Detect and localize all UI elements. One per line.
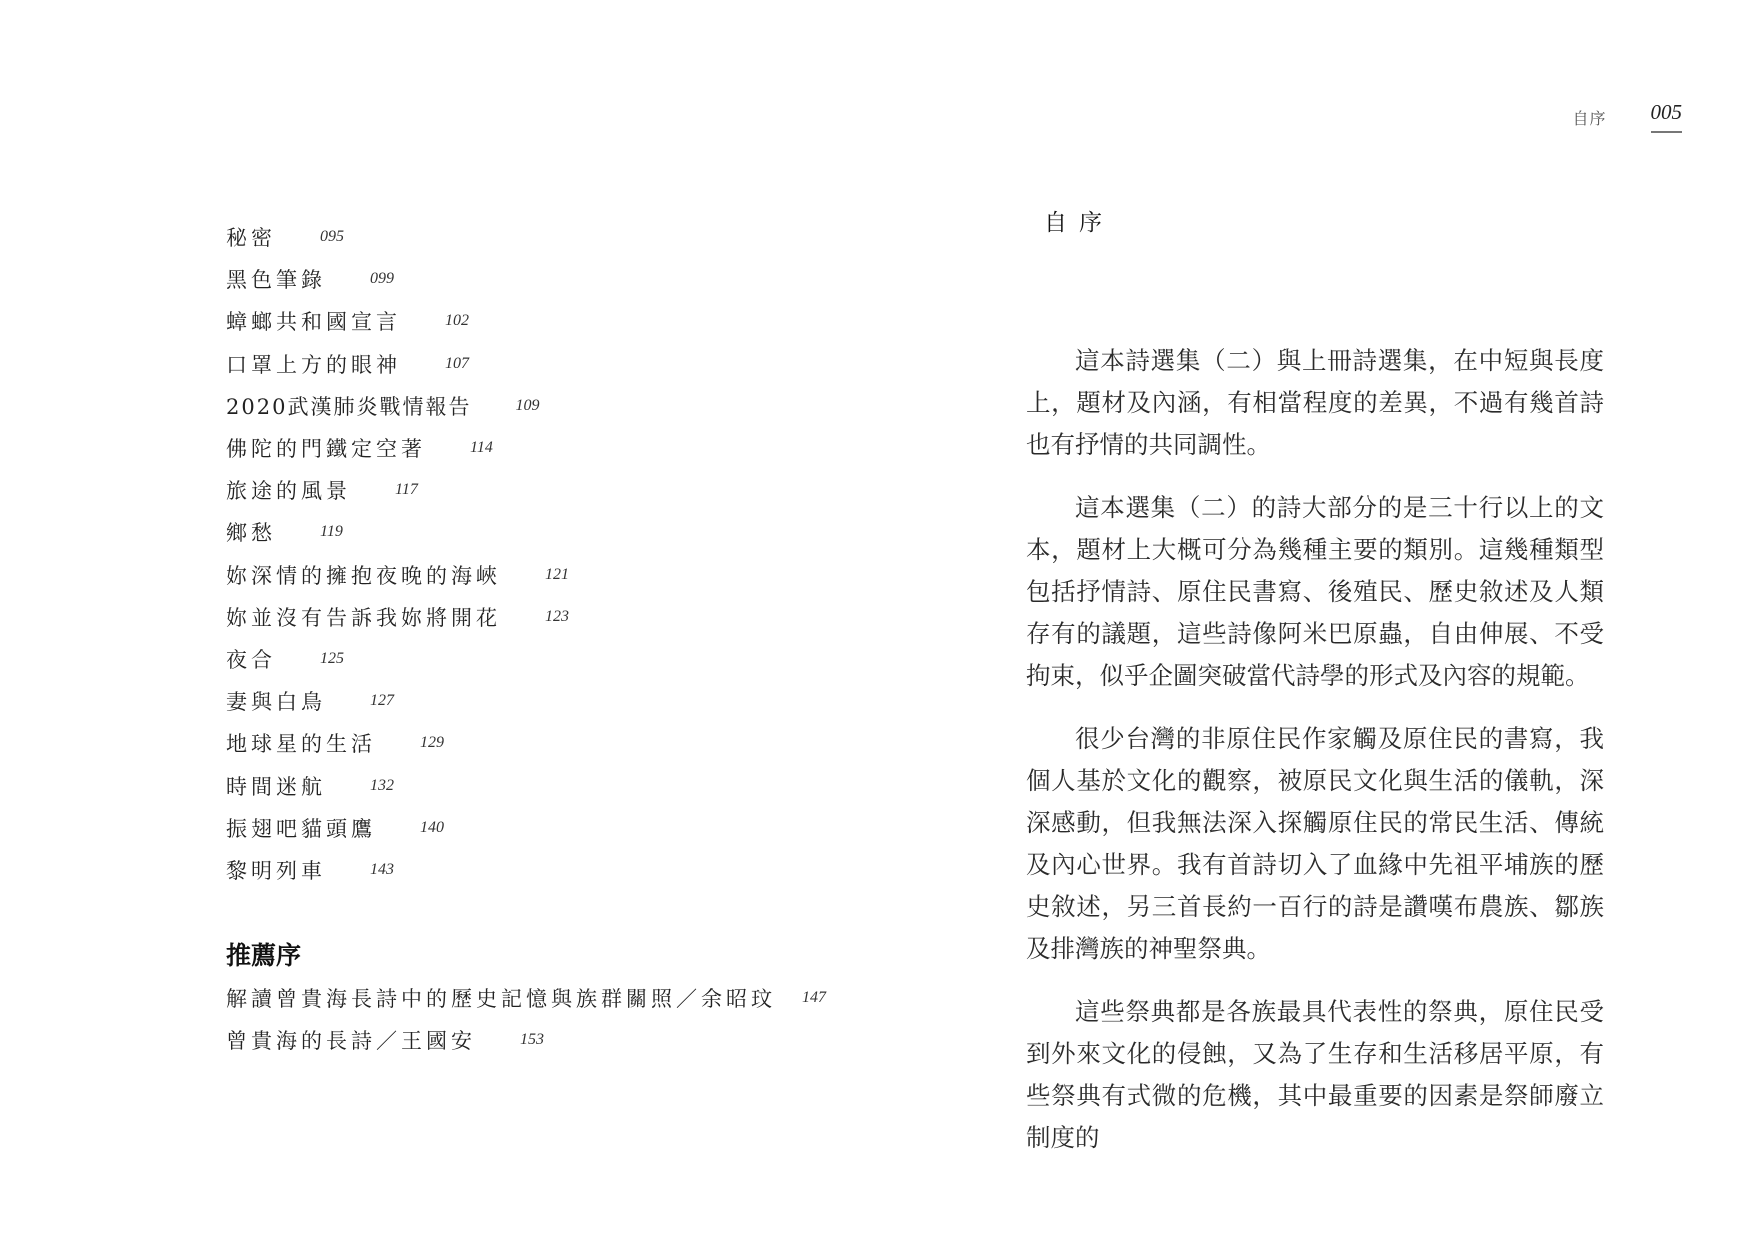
toc-item-title: 妻與白鳥 xyxy=(226,690,326,715)
toc-item-page-number: 143 xyxy=(370,860,394,878)
toc-item xyxy=(226,764,569,806)
toc-item-page-number: 117 xyxy=(395,481,418,499)
toc-item-title: 振翅吧貓頭鷹 xyxy=(226,816,376,841)
toc-list xyxy=(226,216,569,891)
toc-item xyxy=(226,977,826,1019)
toc-item xyxy=(226,596,569,638)
toc-item-title: 黑色筆錄 xyxy=(226,268,326,293)
toc-item-title: 時間迷航 xyxy=(226,774,326,799)
toc-item xyxy=(226,385,569,427)
toc-item-title: 妳深情的擁抱夜晚的海峽 xyxy=(226,563,501,588)
toc-item-title: 鄉愁 xyxy=(226,521,276,546)
toc-item-title: 秘密 xyxy=(226,226,276,251)
toc-item-page-number: 147 xyxy=(802,989,826,1007)
toc-item-title: 地球星的生活 xyxy=(226,732,376,757)
paragraph: 這本詩選集（二）與上冊詩選集，在中短與長度上，題材及內涵，有相當程度的差異，不過有幾首詩也有抒情的共同調性。 xyxy=(1026,346,1604,459)
paragraph: 這本選集（二）的詩大部分的是三十行以上的文本，題材上大概可分為幾種主要的類別。這幾種類型包括抒情詩、原住民書寫、後殖民、歷史敘述及人類存有的議題，這些詩像阿米巴原蟲，自由伸展、不受拘束，似乎企圖突破當代詩學的形式及內容的規範。 xyxy=(1026,493,1604,690)
paragraph: 這些祭典都是各族最具代表性的祭典，原住民受到外來文化的侵蝕，又為了生存和生活移居平原，有些祭典有式微的危機，其中最重要的因素是祭師廢立制度的 xyxy=(1026,997,1604,1152)
toc-item-title: 2020武漢肺炎戰情報告 xyxy=(226,394,472,419)
toc-item-page-number: 125 xyxy=(320,649,344,667)
toc-item-title: 妳並沒有告訴我妳將開花 xyxy=(226,605,501,630)
running-header-title: 自序 xyxy=(1572,109,1607,128)
toc-item xyxy=(226,638,569,680)
toc-item-title: 口罩上方的眼神 xyxy=(226,352,401,377)
toc-item-title: 解讀曾貴海長詩中的歷史記憶與族群關照／余昭玟 xyxy=(226,987,776,1012)
toc-item-page-number: 153 xyxy=(520,1031,544,1049)
toc-item xyxy=(226,807,569,849)
toc-item xyxy=(226,427,569,469)
toc-item-title: 旅途的風景 xyxy=(226,479,351,504)
toc-item-page-number: 129 xyxy=(420,734,444,752)
toc-item-title: 佛陀的門鐵定空著 xyxy=(226,437,426,462)
toc-item xyxy=(226,300,569,342)
toc-item-title: 黎明列車 xyxy=(226,858,326,883)
toc-item xyxy=(226,258,569,300)
toc-item-page-number: 127 xyxy=(370,692,394,710)
toc-item xyxy=(226,469,569,511)
section-heading: 推薦序 xyxy=(226,941,302,970)
body-text xyxy=(1026,340,1604,1180)
toc-item-page-number: 095 xyxy=(320,228,344,246)
foreword-toc-list xyxy=(226,977,826,1061)
toc-item-page-number: 114 xyxy=(470,439,493,457)
toc-item xyxy=(226,511,569,553)
toc-item-page-number: 123 xyxy=(545,607,569,625)
toc-item-title: 曾貴海的長詩／王國安 xyxy=(226,1029,476,1054)
right-page xyxy=(874,0,1748,1240)
toc-item-page-number: 102 xyxy=(445,312,469,330)
toc-item xyxy=(226,722,569,764)
running-header xyxy=(1572,100,1682,133)
toc-item xyxy=(226,680,569,722)
toc-item xyxy=(226,216,569,258)
toc-item-page-number: 119 xyxy=(320,523,343,541)
toc-item-page-number: 140 xyxy=(420,818,444,836)
paragraph: 很少台灣的非原住民作家觸及原住民的書寫，我個人基於文化的觀察，被原民文化與生活的儀軌，深深感動，但我無法深入探觸原住民的常民生活、傳統及內心世界。我有首詩切入了血緣中先祖平埔族的歷史敘述，另三首長約一百行的詩是讚嘆布農族、鄒族及排灣族的神聖祭典。 xyxy=(1026,724,1604,963)
chapter-title: 自序 xyxy=(1044,210,1114,236)
toc-item-title: 夜合 xyxy=(226,647,276,672)
toc-item-page-number: 099 xyxy=(370,270,394,288)
toc-item xyxy=(226,343,569,385)
toc-item-page-number: 107 xyxy=(445,354,469,372)
page-number: 005 xyxy=(1651,100,1683,133)
toc-item-page-number: 109 xyxy=(515,396,540,414)
toc-item-title: 蟑螂共和國宣言 xyxy=(226,310,401,335)
toc-item xyxy=(226,554,569,596)
toc-item xyxy=(226,1019,826,1061)
toc-item-page-number: 132 xyxy=(370,776,394,794)
toc-item-page-number: 121 xyxy=(545,565,569,583)
toc-item xyxy=(226,849,569,891)
